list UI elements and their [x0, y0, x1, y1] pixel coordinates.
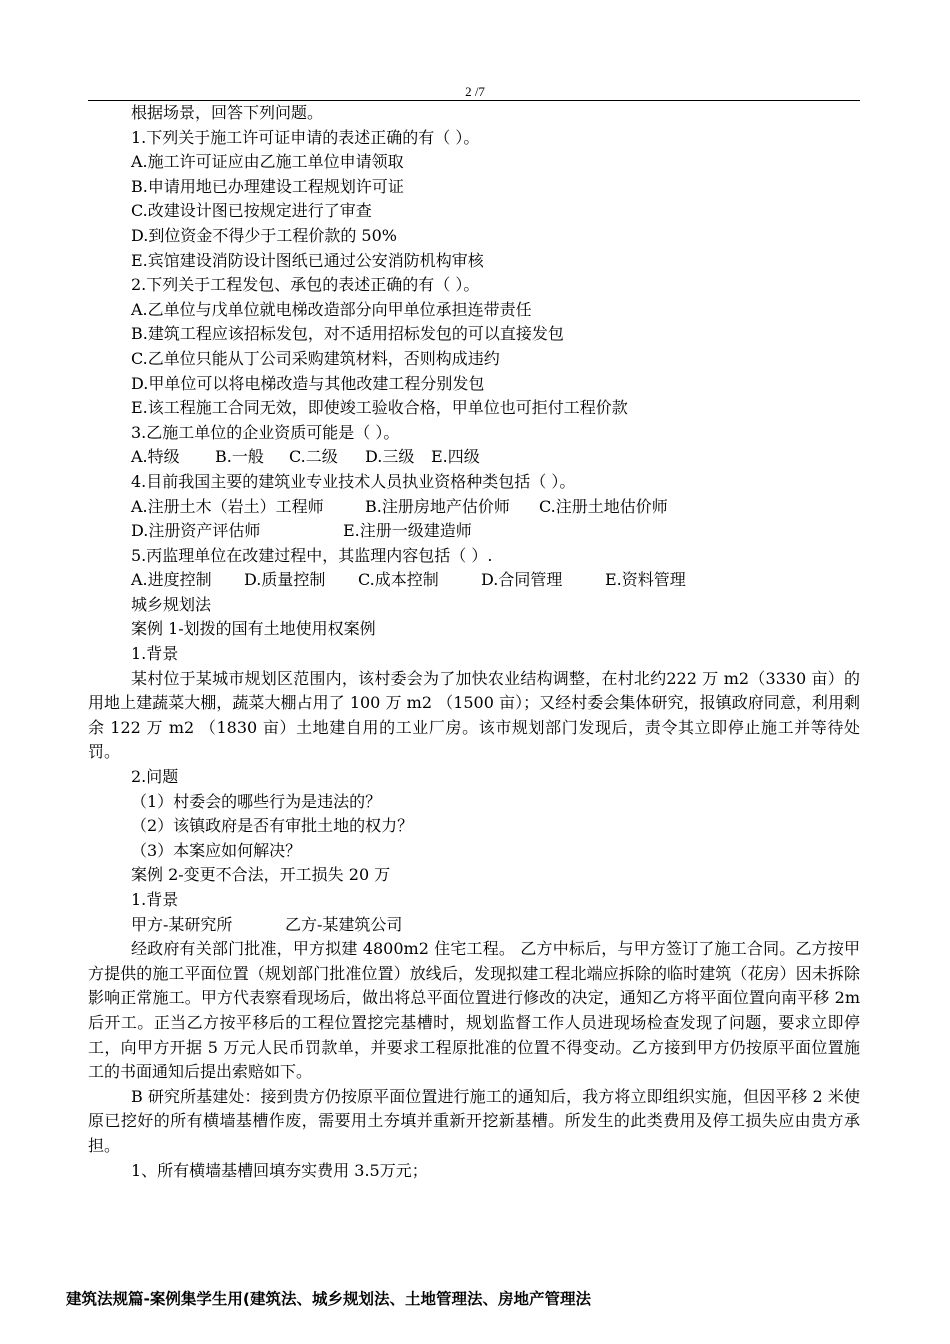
case-2-title: 案例 2-变更不合法，开工损失 20 万 — [131, 865, 391, 885]
case-1-question-1: （1）村委会的哪些行为是违法的？ — [131, 791, 382, 811]
question-4: 4.目前我国主要的建筑业专业技术人员执业资格种类包括（ ）。 — [131, 471, 576, 491]
case-1-questions-heading: 2.问题 — [131, 767, 179, 787]
question-1: 1.下列关于施工许可证申请的表述正确的有（ ）。 — [131, 127, 480, 147]
q5-option-a: A.进度控制 — [131, 570, 212, 590]
party-a: 甲方-某研究所 — [131, 914, 233, 934]
q3-options — [88, 445, 860, 470]
case-1-title: 案例 1-划拨的国有土地使用权案例 — [131, 619, 376, 639]
intro-line: 根据场景，回答下列问题。 — [131, 103, 324, 122]
q3-option-d: D.三级 — [365, 447, 415, 467]
q5-option-d-contract: D.合同管理 — [481, 570, 563, 590]
document-body — [88, 101, 860, 1183]
case-2-background-text: 经政府有关部门批准，甲方拟建 4800m2 住宅工程。 乙方中标后，与甲方签订了施工合同。乙方按甲方提供的施工平面位置（规划部门批准位置）放线后，发现拟建工程北端应拆除的临时建筑（花房）因未拆除影响正常施工。甲方代表察看现场后，做出将总平面位置进行修改的决定，通知乙方将平面位置向南平移 2m 后开工。正当乙方按平移后的工程位置挖完基槽时，规划监督工作人员进现场检查发现了问题，要求立即停工，向甲方开据 5 万元人民币罚款单，并要求工程原批准的位置不得变动。乙方接到甲方仍按原平面位置施工的书面通知后提出索赔如下。 — [88, 939, 860, 1082]
q1-option-b: B.申请用地已办理建设工程规划许可证 — [131, 176, 404, 196]
q2-option-c: C.乙单位只能从丁公司采购建筑材料，否则构成违约 — [131, 348, 500, 368]
case-1-question-3: （3）本案应如何解决？ — [131, 840, 302, 860]
q2-option-d: D.甲单位可以将电梯改造与其他改建工程分别发包 — [131, 373, 485, 393]
q2-option-a: A.乙单位与戊单位就电梯改造部分向甲单位承担连带责任 — [131, 299, 532, 319]
q5-options — [88, 568, 860, 593]
case-2-claim-item-1: 1、所有横墙基槽回填夯实费用 3.5万元； — [131, 1160, 428, 1180]
case-2-claim-letter: B 研究所基建处：接到贵方仍按原平面位置进行施工的通知后，我方将立即组织实施，但因平移 2 米使原已挖好的所有横墙基槽作废，需要用土夯填并重新开挖新基槽。所发生的此类费用及停工损失应由贵方承担。 — [88, 1086, 860, 1155]
question-3: 3.乙施工单位的企业资质可能是（ ）。 — [131, 422, 400, 442]
q1-option-a: A.施工许可证应由乙施工单位申请领取 — [131, 152, 404, 172]
q1-option-d: D.到位资金不得少于工程价款的 50% — [131, 225, 397, 245]
q3-option-c: C.二级 — [289, 447, 338, 467]
document-footer-title: 建筑法规篇-案例集学生用(建筑法、城乡规划法、土地管理法、房地产管理法 — [66, 1290, 592, 1308]
q3-option-a: A.特级 — [131, 447, 180, 467]
question-2: 2.下列关于工程发包、承包的表述正确的有（ ）。 — [131, 275, 480, 295]
page-number: 2 /7 — [465, 84, 485, 99]
case-1-background-heading: 1.背景 — [131, 644, 179, 664]
q1-option-c: C.改建设计图已按规定进行了审查 — [131, 201, 372, 221]
case-1-background-text: 某村位于某城市规划区范围内，该村委会为了加快农业结构调整，在村北约222 万 m2（3330 亩）的用地上建蔬菜大棚，蔬菜大棚占用了 100 万 m2 （1500 亩）；又经村委会集体研究，报镇政府同意，利用剩余 122 万 m2 （1830 亩）土地建自用的工业厂房。该市规划部门发现后，责令其立即停止施工并等待处罚。 — [88, 668, 860, 762]
question-5: 5.丙监理单位在改建过程中，其监理内容包括（ ）. — [131, 545, 493, 565]
case-2-parties — [88, 913, 860, 938]
section-title-urban-planning-law: 城乡规划法 — [131, 594, 212, 614]
q2-option-b: B.建筑工程应该招标发包，对不适用招标发包的可以直接发包 — [131, 324, 564, 344]
q3-option-b: B.一般 — [215, 447, 264, 467]
q5-option-d-quality: D.质量控制 — [244, 570, 326, 590]
q4-options-row-2 — [88, 519, 860, 544]
q1-option-e: E.宾馆建设消防设计图纸已通过公安消防机构审核 — [131, 250, 484, 270]
q3-option-e: E.四级 — [431, 447, 480, 467]
q4-option-a: A.注册土木（岩土）工程师 — [131, 496, 324, 516]
q4-option-d: D.注册资产评估师 — [131, 521, 261, 541]
q5-option-c: C.成本控制 — [358, 570, 439, 590]
q5-option-e: E.资料管理 — [605, 570, 686, 590]
q4-options-row-1 — [88, 495, 860, 520]
case-2-background-heading: 1.背景 — [131, 890, 179, 909]
q4-option-c: C.注册土地估价师 — [539, 496, 668, 516]
q4-option-e: E.注册一级建造师 — [343, 521, 472, 541]
case-1-question-2: （2）该镇政府是否有审批土地的权力？ — [131, 816, 414, 836]
party-b: 乙方-某建筑公司 — [285, 914, 403, 934]
q2-option-e: E.该工程施工合同无效，即使竣工验收合格，甲单位也可拒付工程价款 — [131, 398, 628, 418]
q4-option-b: B.注册房地产估价师 — [365, 496, 510, 516]
